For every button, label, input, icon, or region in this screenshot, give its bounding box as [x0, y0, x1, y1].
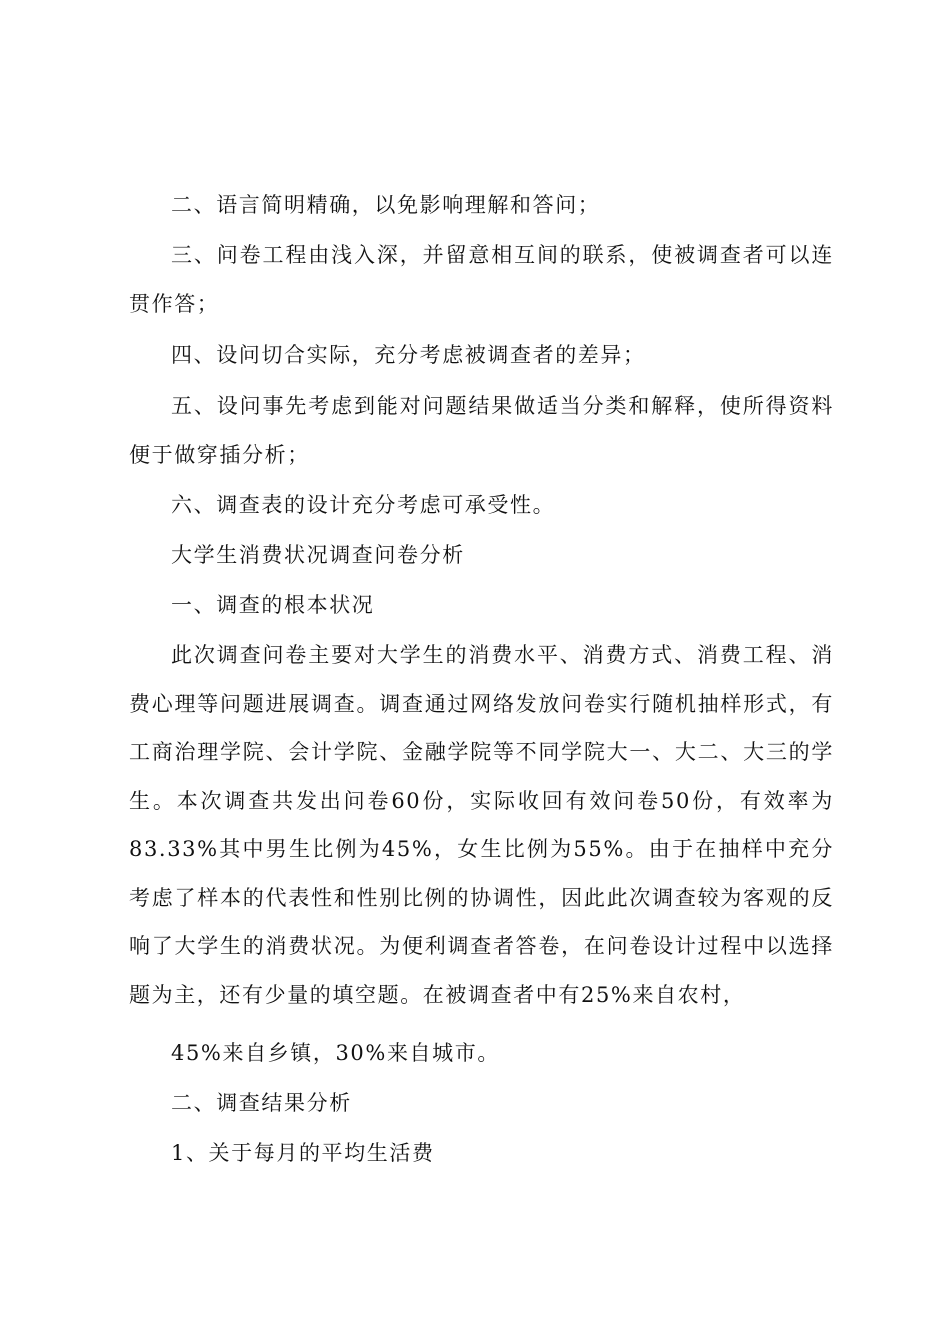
paragraph-survey-description: 此次调查问卷主要对大学生的消费水平、消费方式、消费工程、消费心理等问题进展调查。调查通过网络发放问卷实行随机抽样形式，有工商治理学院、会计学院、金融学院等不同学院大一、大二、大三的学生。本次调查共发出问卷60份，实际收回有效问卷50份，有效率为83.33%其中男生比例为45%，女生比例为55%。由于在抽样中充分考虑了样本的代表性和性别比例的协调性，因此此次调查较为客观的反响了大学生的消费状况。为便利调查者答卷，在问卷设计过程中以选择题为主，还有少量的填空题。在被调查者中有25%来自农村，: [129, 643, 834, 1007]
section-title: 大学生消费状况调查问卷分析: [171, 543, 465, 567]
paragraph-question-order: 三、问卷工程由浅入深，并留意相互间的联系，使被调查者可以连贯作答；: [129, 243, 834, 316]
paragraph-language: 二、语言简明精确，以免影响理解和答问；: [171, 193, 601, 217]
heading-results-analysis: 二、调查结果分析: [171, 1091, 352, 1115]
paragraph-acceptability: 六、调查表的设计充分考虑可承受性。: [171, 493, 556, 517]
heading-basic-situation: 一、调查的根本状况: [171, 593, 375, 617]
heading-monthly-living-expense: 1、关于每月的平均生活费: [171, 1141, 435, 1165]
paragraph-classification: 五、设问事先考虑到能对问题结果做适当分类和解释，使所得资料便于做穿插分析；: [129, 394, 834, 467]
paragraph-practical: 四、设问切合实际，充分考虑被调查者的差异；: [171, 343, 646, 367]
paragraph-origin-breakdown: 45%来自乡镇，30%来自城市。: [171, 1041, 500, 1065]
